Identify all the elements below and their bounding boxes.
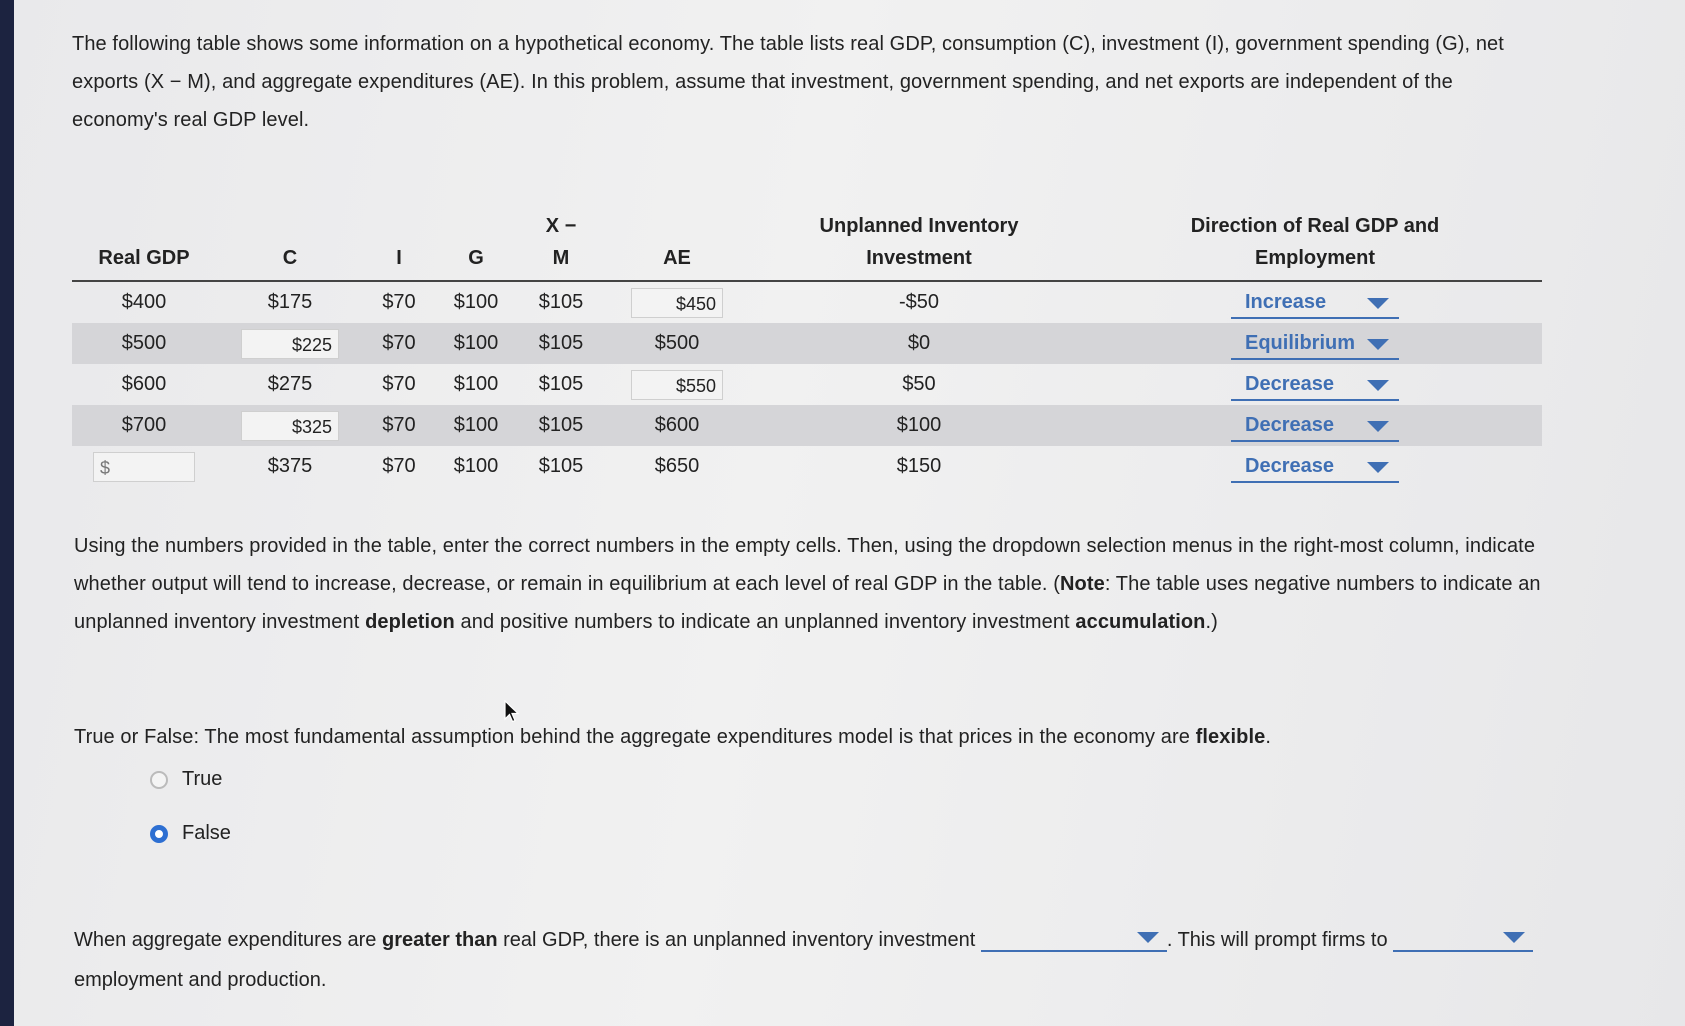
caret-down-icon (1367, 421, 1389, 432)
caret-down-icon (1137, 932, 1159, 943)
cell-real-gdp: $700 (72, 405, 216, 446)
header-direction (1088, 210, 1542, 281)
option-true[interactable] (150, 768, 222, 791)
option-true-label: True (182, 768, 223, 790)
cell-unplanned-inventory: $100 (750, 405, 1088, 446)
cell-real-gdp (72, 446, 216, 487)
question-text: True or False: The most fundamental assumption behind the aggregate expenditures model is that prices in the economy are (74, 726, 1196, 748)
cell-ae (604, 281, 750, 323)
cell-government: $100 (434, 323, 518, 364)
header-direction-top: Direction of Real GDP and (1190, 215, 1440, 237)
cell-investment: $70 (382, 455, 416, 477)
header-net-exports-top: X − (545, 215, 577, 237)
cell-net-exports: $105 (518, 323, 604, 364)
real-gdp-input[interactable]: $ (93, 452, 195, 482)
header-investment: I (364, 210, 434, 281)
cell-net-exports: $105 (518, 405, 604, 446)
cell-direction (1088, 281, 1542, 323)
cell-real-gdp: $400 (121, 291, 167, 313)
option-false[interactable] (150, 822, 231, 845)
direction-dropdown-value: Decrease (1245, 372, 1334, 395)
cell-ae (604, 364, 750, 405)
cell-net-exports: $105 (538, 291, 584, 313)
header-direction-bottom: Employment (1254, 247, 1376, 269)
cell-ae: $500 (604, 323, 750, 364)
instructions-paragraph (74, 527, 1554, 641)
table-row (72, 446, 1542, 487)
cell-consumption (216, 323, 364, 364)
instructions-text: Using the numbers provided in the table, enter the correct numbers in the empty cells. Then, using the dropdown selection menus in the right-most column, indicate whether output will tend to increase, decrease, or remain in equilibrium at each level of real GDP in the table. ( (74, 535, 1536, 595)
cell-investment: $70 (382, 373, 416, 395)
header-unplanned-inventory-bottom: Investment (866, 247, 972, 269)
cell-unplanned-inventory: $0 (750, 323, 1088, 364)
cell-consumption: $175 (267, 291, 313, 313)
cell-investment: $70 (364, 405, 434, 446)
table-header-row (72, 210, 1542, 281)
question-end: . (1265, 726, 1272, 748)
direction-dropdown-value: Increase (1245, 290, 1327, 313)
note-label: Note (1060, 573, 1105, 595)
direction-dropdown[interactable] (1231, 451, 1399, 483)
flexible-term: flexible (1195, 726, 1266, 748)
direction-dropdown[interactable] (1231, 410, 1399, 442)
ae-input[interactable]: $450 (631, 288, 723, 318)
cell-ae: $600 (604, 405, 750, 446)
accumulation-term: accumulation (1075, 611, 1206, 633)
radio-true[interactable] (150, 771, 168, 789)
cell-government: $100 (453, 291, 499, 313)
cell-investment: $70 (382, 291, 416, 313)
direction-dropdown[interactable] (1231, 328, 1399, 360)
cell-government: $100 (434, 405, 518, 446)
instructions-text: : The table uses negative numbers to indicate an unplanned inventory investment (74, 573, 1541, 633)
cell-real-gdp: $500 (72, 323, 216, 364)
greater-than-term: greater than (381, 929, 498, 951)
header-unplanned-inventory-top: Unplanned Inventory (819, 215, 1019, 237)
page (14, 0, 1685, 1026)
inventory-dropdown[interactable] (981, 924, 1167, 952)
cell-investment: $70 (364, 323, 434, 364)
sentence-text: When aggregate expenditures are (74, 929, 382, 951)
caret-down-icon (1367, 339, 1389, 350)
table-row (72, 323, 1542, 364)
caret-down-icon (1367, 298, 1389, 309)
direction-dropdown[interactable] (1231, 369, 1399, 401)
cell-consumption: $275 (267, 373, 313, 395)
caret-down-icon (1367, 462, 1389, 473)
cell-consumption: $375 (267, 455, 313, 477)
cell-net-exports: $105 (538, 373, 584, 395)
cell-government: $100 (453, 373, 499, 395)
depletion-term: depletion (365, 611, 455, 633)
sentence-text: employment and production. (74, 969, 327, 991)
table-row (72, 364, 1542, 405)
cell-direction (1088, 323, 1542, 364)
fill-in-sentence (74, 920, 1594, 1000)
header-net-exports-bottom: M (552, 247, 570, 269)
consumption-input[interactable]: $225 (241, 329, 339, 359)
sentence-text: real GDP, there is an unplanned inventory investment (497, 929, 981, 951)
caret-down-icon (1503, 932, 1525, 943)
header-consumption: C (216, 210, 364, 281)
header-government: G (434, 210, 518, 281)
cell-unplanned-inventory: $150 (896, 455, 942, 477)
option-false-label: False (182, 822, 231, 844)
table-row (72, 405, 1542, 446)
intro-paragraph: The following table shows some information on a hypothetical economy. The table lists real GDP, consumption (C), investment (I), government spending (G), net exports (X − M), and aggregate expenditures (AE). In this problem, assume that investment, government spending, and net exports are independent of the economy's real GDP level. (72, 33, 1504, 131)
instructions-text: .) (1205, 611, 1218, 633)
cell-direction (1088, 364, 1542, 405)
header-real-gdp: Real GDP (72, 210, 216, 281)
direction-dropdown[interactable] (1231, 287, 1399, 319)
header-net-exports (518, 210, 604, 281)
cell-net-exports: $105 (538, 455, 584, 477)
cell-unplanned-inventory: -$50 (898, 291, 940, 313)
header-unplanned-inventory (750, 210, 1088, 281)
consumption-input[interactable]: $325 (241, 411, 339, 441)
cell-government: $100 (453, 455, 499, 477)
cell-consumption (216, 405, 364, 446)
table-row (72, 281, 1542, 323)
sentence-text: . This will prompt firms to (1166, 929, 1394, 951)
cell-direction (1088, 446, 1542, 487)
direction-dropdown-value: Equilibrium (1245, 331, 1355, 354)
header-aggregate-expenditures: AE (604, 210, 750, 281)
direction-dropdown-value: Decrease (1245, 413, 1334, 436)
direction-dropdown-value: Decrease (1245, 454, 1334, 477)
cell-ae: $650 (654, 455, 700, 477)
instructions-text: and positive numbers to indicate an unplanned inventory investment (454, 611, 1076, 633)
true-false-question (74, 718, 1554, 756)
ae-input[interactable]: $550 (631, 370, 723, 400)
employment-dropdown[interactable] (1393, 924, 1533, 952)
economy-table (72, 210, 1542, 487)
cell-unplanned-inventory: $50 (902, 373, 936, 395)
radio-false-selected[interactable] (150, 825, 168, 843)
caret-down-icon (1367, 380, 1389, 391)
cell-direction (1088, 405, 1542, 446)
cell-real-gdp: $600 (121, 373, 167, 395)
